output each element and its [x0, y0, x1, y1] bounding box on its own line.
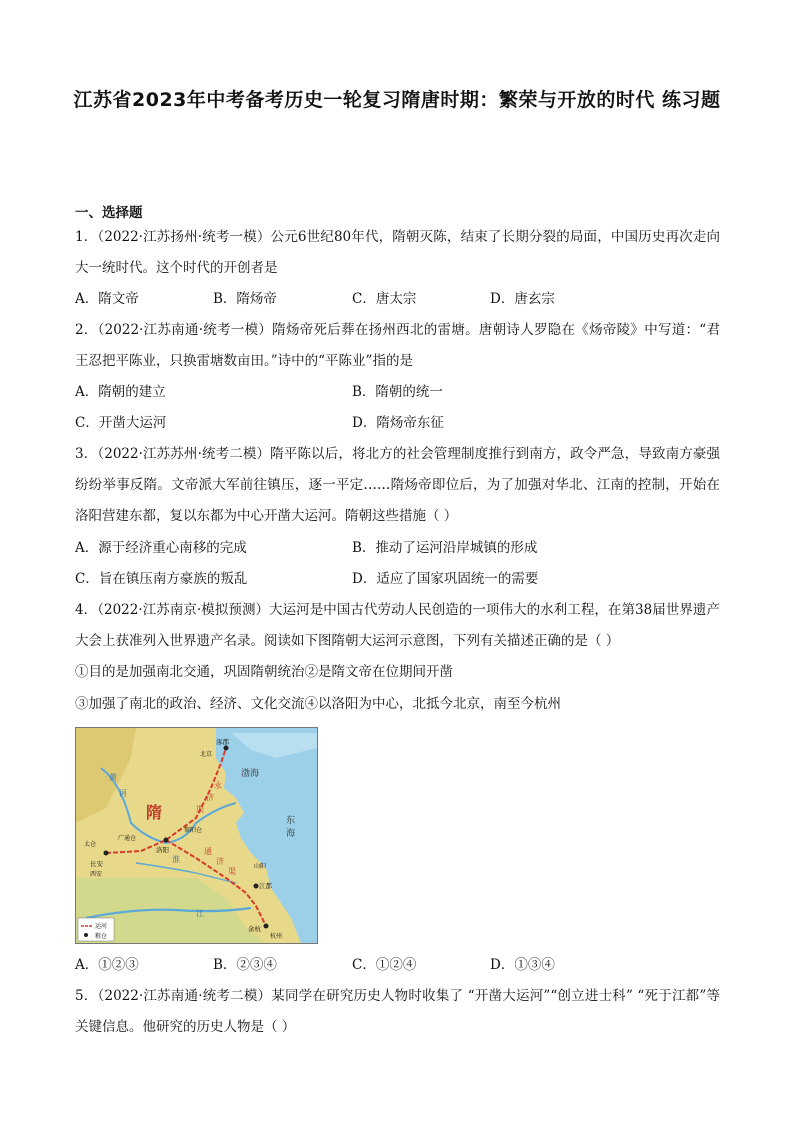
- option-d[interactable]: D．适应了国家巩固统一的需要: [352, 571, 539, 587]
- map-label-liyang: 黎阳仓: [184, 827, 203, 834]
- map-label-jiangdu: 江都: [259, 882, 272, 890]
- option-b[interactable]: B．推动了运河沿岸城镇的形成: [352, 540, 538, 556]
- question-2-options-row2: [75, 408, 720, 439]
- map-label-xian: 西安: [90, 871, 103, 878]
- map-label-huai: 淮: [172, 855, 180, 864]
- option-b[interactable]: B．②③④: [213, 957, 277, 973]
- map-label-east-sea-2: 海: [286, 829, 296, 839]
- question-3-stem: 3．（2022·江苏苏州·统考二模）隋平陈以后，将北方的社会管理制度推行到南方，政令严急，导致南方豪强纷纷举事反隋。文帝派大军前往镇压，逐一平定……隋炀帝即位后，为了加强对华北、江南的控制，开始在洛阳营建东都，复以东都为中心开凿大运河。隋朝这些措施（ ）: [75, 446, 720, 524]
- map-label-yongji-3: 渠: [196, 805, 204, 814]
- question-4-statements-2: ③加强了南北的政治、经济、文化交流④以洛阳为中心，北抵今北京，南至今杭州: [75, 696, 561, 712]
- legend-granary-swatch: [84, 933, 88, 937]
- document-title: 江苏省2023年中考备考历史一轮复习隋唐时期：繁荣与开放的时代 练习题: [73, 89, 721, 111]
- map-label-hangzhou: 杭州: [270, 933, 283, 940]
- question-4-statements-1: ①目的是加强南北交通，巩固隋朝统治②是隋文帝在位期间开凿: [75, 664, 453, 680]
- city-dot-luoyang: [164, 838, 169, 843]
- map-label-he: 河: [119, 789, 127, 798]
- map-label-tongji-2: 济: [216, 857, 224, 866]
- map-label-zhuojun: 涿郡: [216, 738, 229, 746]
- option-b[interactable]: B．隋炀帝: [213, 291, 277, 307]
- question-5-stem: 5．（2022·江苏南通·统考二模）某同学在研究历史人物时收集了 “开凿大运河”“创立进士科” “死于江都”等关键信息。他研究的历史人物是（ ）: [75, 988, 720, 1035]
- map-label-yongji-1: 永: [214, 781, 222, 790]
- city-dot-jiangdu: [254, 884, 259, 889]
- option-a[interactable]: A．隋朝的建立: [75, 384, 166, 400]
- option-d[interactable]: D．唐玄宗: [490, 291, 555, 307]
- option-d[interactable]: D．①③④: [490, 957, 555, 973]
- map-label-jiang: 江: [196, 909, 204, 918]
- question-3-options-row2: [75, 564, 720, 595]
- map-label-east-sea-1: 东: [286, 816, 296, 826]
- map-label-yuhang: 余杭: [248, 925, 261, 933]
- map-label-tongji-3: 渠: [228, 867, 236, 876]
- map-label-luoyang: 洛阳: [156, 846, 169, 854]
- question-2-options-row1: [75, 377, 720, 408]
- option-c[interactable]: C．开凿大运河: [75, 415, 167, 431]
- map-label-tongji-1: 通: [204, 847, 212, 856]
- map-label-bohai: 渤海: [241, 769, 260, 779]
- option-d[interactable]: D．隋炀帝东征: [352, 415, 444, 431]
- option-c[interactable]: C．旨在镇压南方豪族的叛乱: [75, 571, 248, 587]
- option-a[interactable]: A．隋文帝: [75, 291, 139, 307]
- city-dot-zhuojun: [224, 746, 229, 751]
- question-4-stem: 4．（2022·江苏南京·模拟预测）大运河是中国古代劳动人民创造的一项伟大的水利工程，在第38届世界遗产大会上获准列入世界遗产名录。阅读如下图隋朝大运河示意图，下列有关描述正确的是（ ）: [75, 602, 720, 649]
- legend-canal-label: 运河: [95, 923, 108, 930]
- question-2-stem: 2．（2022·江苏南通·统考一模）隋炀帝死后葬在扬州西北的雷塘。唐朝诗人罗隐在《炀帝陵》中写道：“君王忍把平陈业，只换雷塘数亩田。”诗中的“平陈业”指的是: [75, 322, 720, 369]
- map-label-yongji-2: 济: [206, 793, 214, 802]
- map-label-beijing: 北京: [200, 751, 213, 758]
- city-dot-changan: [104, 851, 109, 856]
- option-a[interactable]: A．源于经济重心南移的完成: [75, 540, 247, 556]
- option-c[interactable]: C．①②④: [352, 957, 417, 973]
- question-1-options: [75, 284, 720, 315]
- map-label-taicang: 太仓: [84, 841, 97, 848]
- option-b[interactable]: B．隋朝的统一: [352, 384, 443, 400]
- map-label-huang: 黄: [109, 773, 117, 782]
- city-dot-yuhang: [264, 924, 269, 929]
- question-4-options: [75, 950, 720, 981]
- map-label-guangtong: 广通仓: [118, 835, 137, 842]
- option-c[interactable]: C．唐太宗: [352, 291, 417, 307]
- map-label-changan: 长安: [90, 860, 103, 868]
- question-3-options-row1: [75, 533, 720, 564]
- map-label-dynasty: 隋: [146, 803, 163, 822]
- question-1-stem: 1．（2022·江苏扬州·统考一模）公元6世纪80年代，隋朝灭陈，结束了长期分裂的局面，中国历史再次走向大一统时代。这个时代的开创者是: [75, 229, 720, 276]
- section-heading: 一、选择题: [75, 205, 143, 221]
- legend-granary-label: 粮仓: [95, 933, 108, 940]
- option-a[interactable]: A．①②③: [75, 957, 139, 973]
- sui-grand-canal-map: [75, 727, 318, 944]
- map-label-shanyang: 山阳: [254, 863, 267, 870]
